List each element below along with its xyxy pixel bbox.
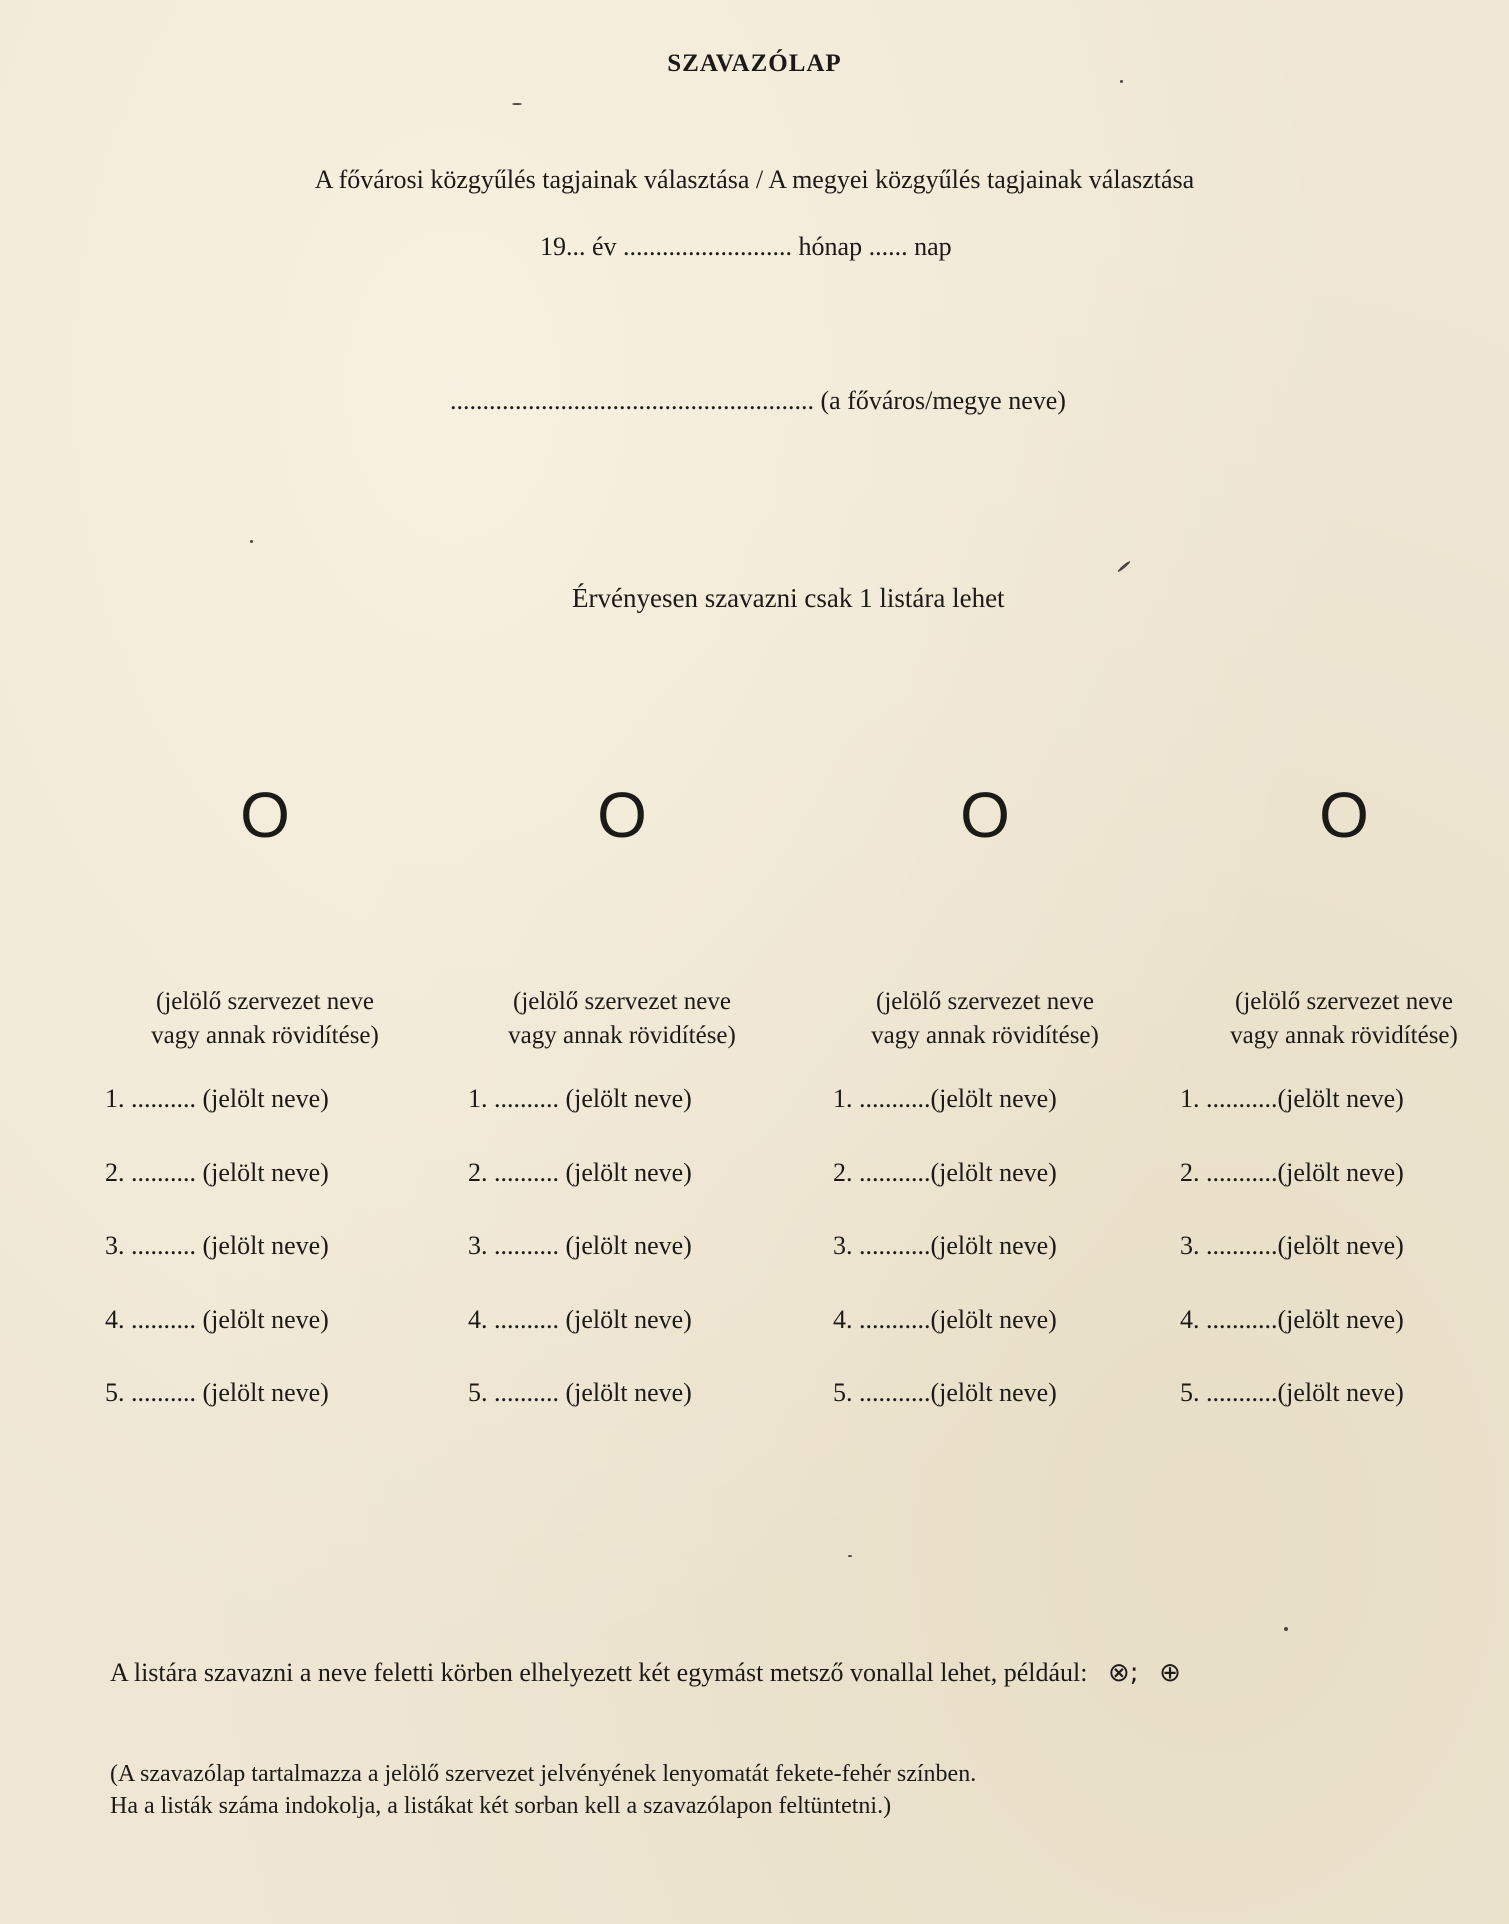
candidate-line: 5. .......... (jelölt neve) bbox=[105, 1378, 329, 1407]
org-name-placeholder bbox=[442, 985, 802, 1053]
plus-circle-icon: ⊕ bbox=[1159, 1658, 1181, 1688]
candidate-line: 2. .......... (jelölt neve) bbox=[105, 1157, 329, 1187]
org-line-2: vagy annak rövidítése) bbox=[871, 1022, 1099, 1049]
org-line-1: (jelölő szervezet neve bbox=[156, 988, 374, 1015]
org-line-2: vagy annak rövidítése) bbox=[508, 1022, 736, 1049]
paper-speck bbox=[250, 540, 253, 543]
paper-speck bbox=[1117, 560, 1131, 573]
voting-instruction bbox=[110, 1658, 1181, 1688]
candidate-line: 5. ...........(jelölt neve) bbox=[833, 1378, 1057, 1407]
org-name-placeholder bbox=[85, 985, 445, 1053]
candidate-line: 3. ...........(jelölt neve) bbox=[1180, 1231, 1404, 1260]
candidate-list-1 bbox=[105, 1075, 465, 1443]
org-line-2: vagy annak rövidítése) bbox=[151, 1022, 379, 1049]
vote-circle[interactable]: O bbox=[960, 779, 1010, 851]
instruction-text: A listára szavazni a neve feletti körben elhelyezett két egymást metsző vonallal lehet, például: bbox=[110, 1658, 1088, 1687]
candidate-line: 1. ...........(jelölt neve) bbox=[833, 1084, 1057, 1113]
footnote-line-1: (A szavazólap tartalmazza a jelölő szervezet jelvényének lenyomatát fekete-fehér színben. bbox=[110, 1761, 977, 1787]
vote-circle[interactable]: O bbox=[1319, 779, 1369, 851]
vote-circle[interactable]: O bbox=[597, 779, 647, 851]
candidate-line: 2. .......... (jelölt neve) bbox=[468, 1157, 692, 1187]
candidate-line: 4. ...........(jelölt neve) bbox=[833, 1304, 1057, 1334]
org-name-placeholder bbox=[1164, 985, 1509, 1053]
ballot-title: SZAVAZÓLAP bbox=[667, 50, 842, 77]
list-column-4 bbox=[1164, 775, 1509, 1053]
candidate-line: 4. .......... (jelölt neve) bbox=[105, 1304, 329, 1334]
candidate-line: 5. ...........(jelölt neve) bbox=[1180, 1378, 1404, 1407]
crossed-circle-icon: ⊗; bbox=[1108, 1658, 1139, 1688]
paper-speck bbox=[848, 1555, 852, 1557]
valid-vote-note: Érvényesen szavazni csak 1 listára lehet bbox=[572, 583, 1005, 613]
candidate-line: 2. ...........(jelölt neve) bbox=[1180, 1157, 1404, 1187]
candidate-list-3 bbox=[833, 1075, 1193, 1443]
candidate-list-2 bbox=[468, 1075, 828, 1443]
paper-speck bbox=[1120, 80, 1123, 83]
candidate-line: 3. .......... (jelölt neve) bbox=[105, 1231, 329, 1260]
org-line-2: vagy annak rövidítése) bbox=[1230, 1022, 1458, 1049]
org-line-1: (jelölő szervezet neve bbox=[513, 988, 731, 1015]
vote-circle[interactable]: O bbox=[240, 779, 290, 851]
candidate-line: 1. ...........(jelölt neve) bbox=[1180, 1084, 1404, 1113]
list-column-1 bbox=[85, 775, 445, 1053]
candidate-line: 1. .......... (jelölt neve) bbox=[468, 1084, 692, 1113]
footnote bbox=[110, 1758, 976, 1822]
candidate-line: 4. .......... (jelölt neve) bbox=[468, 1304, 692, 1334]
candidate-line: 5. .......... (jelölt neve) bbox=[468, 1378, 692, 1407]
ballot-subtitle: A fővárosi közgyűlés tagjainak választása / A megyei közgyűlés tagjainak választása bbox=[314, 165, 1195, 194]
candidate-line: 3. .......... (jelölt neve) bbox=[468, 1231, 692, 1260]
county-name-line: ........................................................ (a főváros/megye neve) bbox=[450, 386, 1066, 415]
org-line-1: (jelölő szervezet neve bbox=[1235, 988, 1453, 1015]
org-line-1: (jelölő szervezet neve bbox=[876, 988, 1094, 1015]
candidate-line: 2. ...........(jelölt neve) bbox=[833, 1157, 1057, 1187]
footnote-line-2: Ha a listák száma indokolja, a listákat két sorban kell a szavazólapon feltüntetni.) bbox=[110, 1793, 892, 1819]
paper-speck bbox=[512, 103, 522, 105]
org-name-placeholder bbox=[805, 985, 1165, 1053]
candidate-line: 1. .......... (jelölt neve) bbox=[105, 1084, 329, 1113]
paper-speck bbox=[1284, 1627, 1288, 1631]
candidate-line: 3. ...........(jelölt neve) bbox=[833, 1231, 1057, 1260]
candidate-line: 4. ...........(jelölt neve) bbox=[1180, 1304, 1404, 1334]
candidate-list-4 bbox=[1180, 1075, 1505, 1443]
date-line: 19... év .......................... hónap ...... nap bbox=[540, 232, 952, 261]
list-column-2 bbox=[442, 775, 802, 1053]
list-column-3 bbox=[805, 775, 1165, 1053]
